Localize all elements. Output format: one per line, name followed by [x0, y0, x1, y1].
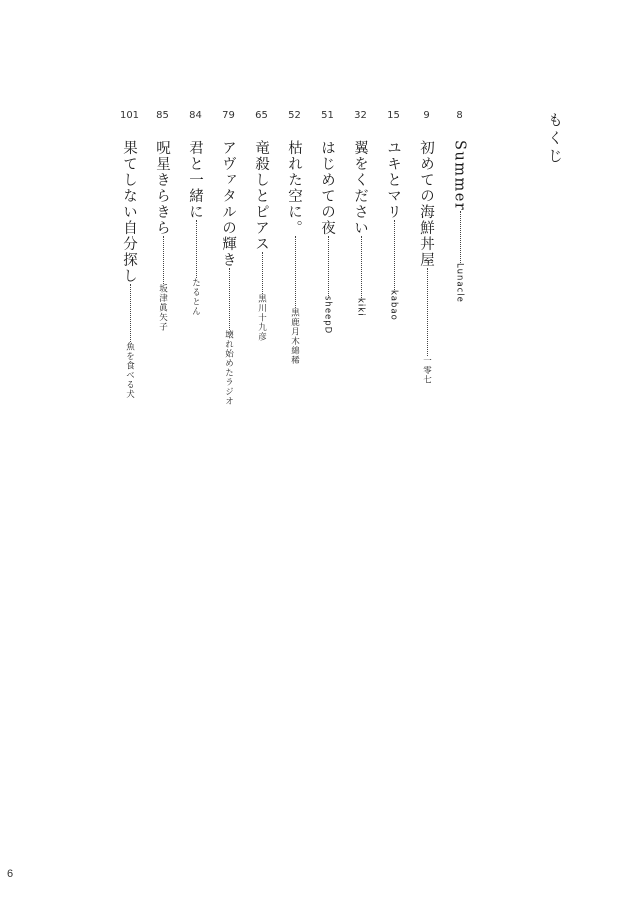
toc-entry-8 [212, 110, 245, 406]
entry-title: ユキとマリ [385, 140, 401, 220]
leader-dots [261, 252, 263, 294]
entry-title: 初めての海鮮丼屋 [418, 140, 434, 268]
page-number: 15 [387, 110, 400, 121]
leader-dots [162, 236, 164, 284]
entry-body [185, 140, 206, 316]
toc-entry-6 [278, 110, 311, 406]
leader-dots [129, 284, 131, 342]
entry-title: Summer [451, 140, 468, 212]
toc-entry-3 [377, 110, 410, 406]
entry-title: 竜殺しとピアス [253, 140, 269, 252]
entry-author: kabao [388, 290, 399, 321]
entry-body [251, 140, 272, 342]
entry-body [119, 140, 140, 399]
page-number: 52 [288, 110, 301, 121]
entry-author: sheepD [322, 296, 333, 335]
entry-author: kiki [355, 298, 366, 317]
entry-body [152, 140, 173, 332]
page-number: 101 [119, 110, 140, 121]
entry-author: Lunacle [454, 263, 465, 304]
toc-entry-5 [311, 110, 344, 406]
page-number: 8 [456, 110, 463, 121]
toc-entry-1 [443, 110, 476, 406]
toc-entry-10 [146, 110, 179, 406]
toc-entry-2 [410, 110, 443, 406]
entry-body [416, 140, 437, 385]
entry-title: 呪星きらきら [154, 140, 170, 236]
entry-title: アヴァタルの輝き [220, 140, 236, 268]
page-number: 51 [321, 110, 334, 121]
toc-entry-9 [179, 110, 212, 406]
entry-body [218, 140, 239, 406]
page-number: 79 [222, 110, 235, 121]
toc-title: もくじ [546, 112, 564, 166]
leader-dots [294, 236, 296, 308]
entry-title: 枯れた空に。 [286, 140, 302, 236]
leader-dots [327, 236, 329, 296]
entry-author: 黒鹿月木綿稀 [289, 308, 300, 365]
page-number: 32 [354, 110, 367, 121]
leader-dots [360, 236, 362, 298]
entry-body [284, 140, 305, 365]
page-number: 84 [189, 110, 202, 121]
leader-dots [459, 211, 461, 263]
entry-author: 壊れ始めたラジオ [223, 330, 234, 406]
page-number: 9 [423, 110, 430, 121]
toc-list [113, 110, 476, 406]
entry-body [452, 140, 468, 303]
page-number: 85 [156, 110, 169, 121]
toc-entry-4 [344, 110, 377, 406]
page-folio: 6 [7, 868, 14, 880]
entry-title: 翼をください [352, 140, 368, 236]
leader-dots [195, 220, 197, 278]
entry-body [317, 140, 338, 334]
entry-author: 黒川十九彦 [256, 294, 267, 342]
entry-title: 君と一緒に [187, 140, 203, 220]
leader-dots [228, 268, 230, 330]
page-number: 65 [255, 110, 268, 121]
entry-body [350, 140, 371, 317]
toc-entry-11 [113, 110, 146, 406]
entry-body [383, 140, 404, 321]
entry-author: たるとん [190, 278, 201, 316]
toc-entry-7 [245, 110, 278, 406]
entry-author: 魚を食べる犬 [124, 342, 135, 399]
entry-title: はじめての夜 [319, 140, 335, 236]
leader-dots [426, 268, 428, 356]
entry-title: 果てしない自分探し [121, 140, 137, 284]
entry-author: 一零七 [421, 356, 432, 385]
leader-dots [393, 220, 395, 290]
entry-author: 坂津眞矢子 [157, 284, 168, 332]
